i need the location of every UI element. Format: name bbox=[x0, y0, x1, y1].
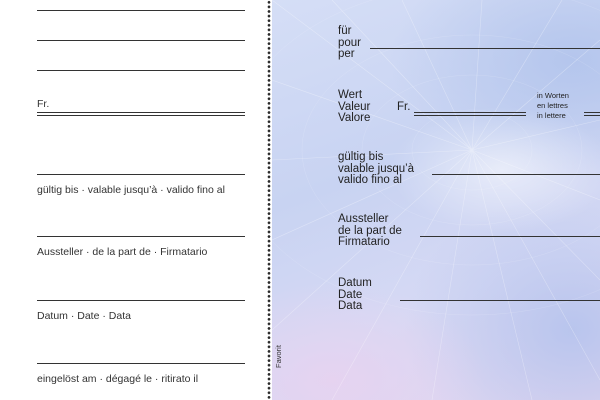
stub-issuer-line[interactable] bbox=[37, 236, 245, 237]
for-line[interactable] bbox=[370, 48, 600, 49]
amount-line[interactable] bbox=[414, 112, 526, 116]
stub-line[interactable] bbox=[37, 40, 245, 41]
stub-amount-label: Fr. bbox=[37, 98, 50, 110]
voucher-stub bbox=[0, 0, 262, 400]
perforation-line bbox=[267, 0, 271, 400]
stub-redeemed-line[interactable] bbox=[37, 363, 245, 364]
stub-valid-until-line[interactable] bbox=[37, 174, 245, 175]
currency-label: Fr. bbox=[397, 101, 411, 113]
stub-date-label: Datum · Date · Data bbox=[37, 310, 131, 322]
stub-amount-line[interactable] bbox=[37, 112, 245, 116]
stub-issuer-label: Aussteller · de la part de · Firmatario bbox=[37, 246, 208, 258]
valid-until-line[interactable] bbox=[432, 174, 600, 175]
stub-line[interactable] bbox=[37, 10, 245, 11]
date-line[interactable] bbox=[400, 300, 600, 301]
value-label: Wert Valeur Valore bbox=[338, 89, 371, 124]
stub-valid-until-label: gültig bis · valable jusqu’à · valido fino al bbox=[37, 184, 225, 196]
stub-line[interactable] bbox=[37, 70, 245, 71]
voucher-main bbox=[272, 0, 600, 400]
stub-date-line[interactable] bbox=[37, 300, 245, 301]
issuer-label: Aussteller de la part de Firmatario bbox=[338, 213, 402, 248]
favorit-brand-label: Favorit bbox=[274, 345, 283, 368]
for-label: für pour per bbox=[338, 25, 362, 60]
issuer-line[interactable] bbox=[420, 236, 600, 237]
valid-until-label: gültig bis valable jusqu’à valido fino al bbox=[338, 151, 415, 186]
date-label: Datum Date Data bbox=[338, 277, 372, 312]
guilloche-background bbox=[272, 0, 600, 400]
in-words-label: in Worten en lettres in lettere bbox=[537, 91, 569, 120]
amount-words-line[interactable] bbox=[584, 112, 600, 116]
stub-redeemed-label: eingelöst am · dégagé le · ritirato il bbox=[37, 373, 199, 385]
